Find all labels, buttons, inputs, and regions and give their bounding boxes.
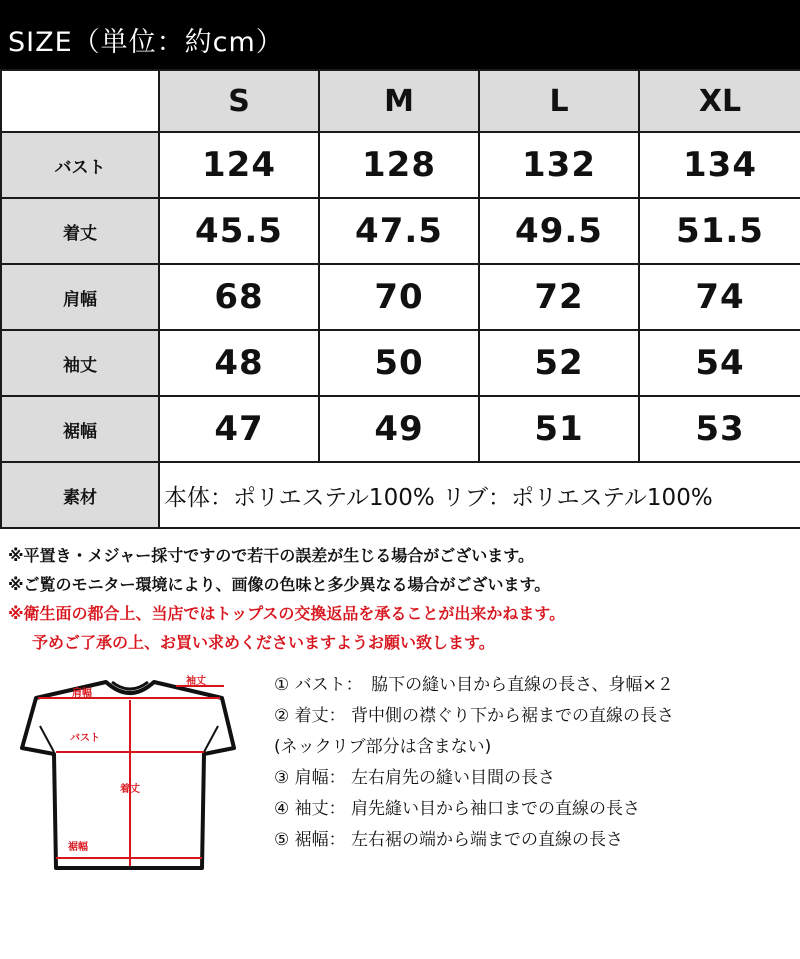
row-label-length: 着丈 <box>1 198 159 264</box>
cell-value: 128 <box>319 132 479 198</box>
tshirt-outline <box>22 682 234 868</box>
cell-value: 51 <box>479 396 639 462</box>
tshirt-measurement-diagram <box>14 660 244 875</box>
measurement-legend <box>274 670 794 856</box>
row-label-sleeve: 袖丈 <box>1 330 159 396</box>
note-no-returns: ※衛生面の都合上、当店ではトップスの交換返品を承ることが出来かねます。 <box>8 604 566 623</box>
note-acknowledge: 予めご了承の上、お買い求めくださいますようお願い致します。 <box>32 633 495 652</box>
cell-value: 45.5 <box>159 198 319 264</box>
size-head-s: S <box>159 70 319 132</box>
size-header-bar <box>0 0 800 69</box>
cell-value: 51.5 <box>639 198 800 264</box>
cell-value: 50 <box>319 330 479 396</box>
row-label-shoulder: 肩幅 <box>1 264 159 330</box>
cell-value: 74 <box>639 264 800 330</box>
cell-value: 47.5 <box>319 198 479 264</box>
cell-value: 48 <box>159 330 319 396</box>
cell-value: 53 <box>639 396 800 462</box>
material-value: 本体：ポリエステル100% リブ：ポリエステル100% <box>159 462 800 528</box>
row-label-bust: バスト <box>1 132 159 198</box>
cell-value: 49.5 <box>479 198 639 264</box>
table-row <box>1 264 800 330</box>
row-label-hem: 裾幅 <box>1 396 159 462</box>
legend-item-sleeve: ④ 袖丈： 肩先縫い目から袖口までの直線の長さ <box>274 799 641 819</box>
cell-value: 54 <box>639 330 800 396</box>
label-hem: 裾幅 <box>68 842 88 853</box>
cell-value: 47 <box>159 396 319 462</box>
table-row <box>1 396 800 462</box>
label-shoulder: 肩幅 <box>72 688 92 699</box>
cell-value: 124 <box>159 132 319 198</box>
size-head-l: L <box>479 70 639 132</box>
legend-item-hem: ⑤ 裾幅： 左右裾の端から端までの直線の長さ <box>274 830 624 850</box>
table-row <box>1 330 800 396</box>
cell-value: 72 <box>479 264 639 330</box>
legend-item-shoulder: ③ 肩幅： 左右肩先の縫い目間の長さ <box>274 768 556 788</box>
row-label-material: 素材 <box>1 462 159 528</box>
size-table <box>0 69 800 529</box>
table-row-material <box>1 462 800 528</box>
cell-value: 70 <box>319 264 479 330</box>
legend-item-length-note: (ネックリブ部分は含まない) <box>274 737 492 757</box>
table-row <box>1 198 800 264</box>
note-measurement: ※平置き・メジャー採寸ですので若干の誤差が生じる場合がございます。 <box>8 546 534 565</box>
label-sleeve: 袖丈 <box>186 676 206 687</box>
size-title: SIZE（単位：約cm） <box>8 27 284 58</box>
note-monitor: ※ご覧のモニター環境により、画像の色味と多少異なる場合がございます。 <box>8 575 551 594</box>
table-row <box>1 132 800 198</box>
size-header-row <box>1 70 800 132</box>
cell-value: 68 <box>159 264 319 330</box>
label-bust: バスト <box>70 733 100 744</box>
notes-block <box>8 541 798 657</box>
corner-cell <box>1 70 159 132</box>
cell-value: 134 <box>639 132 800 198</box>
cell-value: 132 <box>479 132 639 198</box>
size-head-m: M <box>319 70 479 132</box>
cell-value: 49 <box>319 396 479 462</box>
cell-value: 52 <box>479 330 639 396</box>
legend-item-length: ② 着丈： 背中側の襟ぐり下から裾までの直線の長さ <box>274 706 675 726</box>
size-head-xl: XL <box>639 70 800 132</box>
label-length: 着丈 <box>120 784 140 795</box>
legend-item-bust: ① バスト： 脇下の縫い目から直線の長さ、身幅×２ <box>274 675 674 695</box>
